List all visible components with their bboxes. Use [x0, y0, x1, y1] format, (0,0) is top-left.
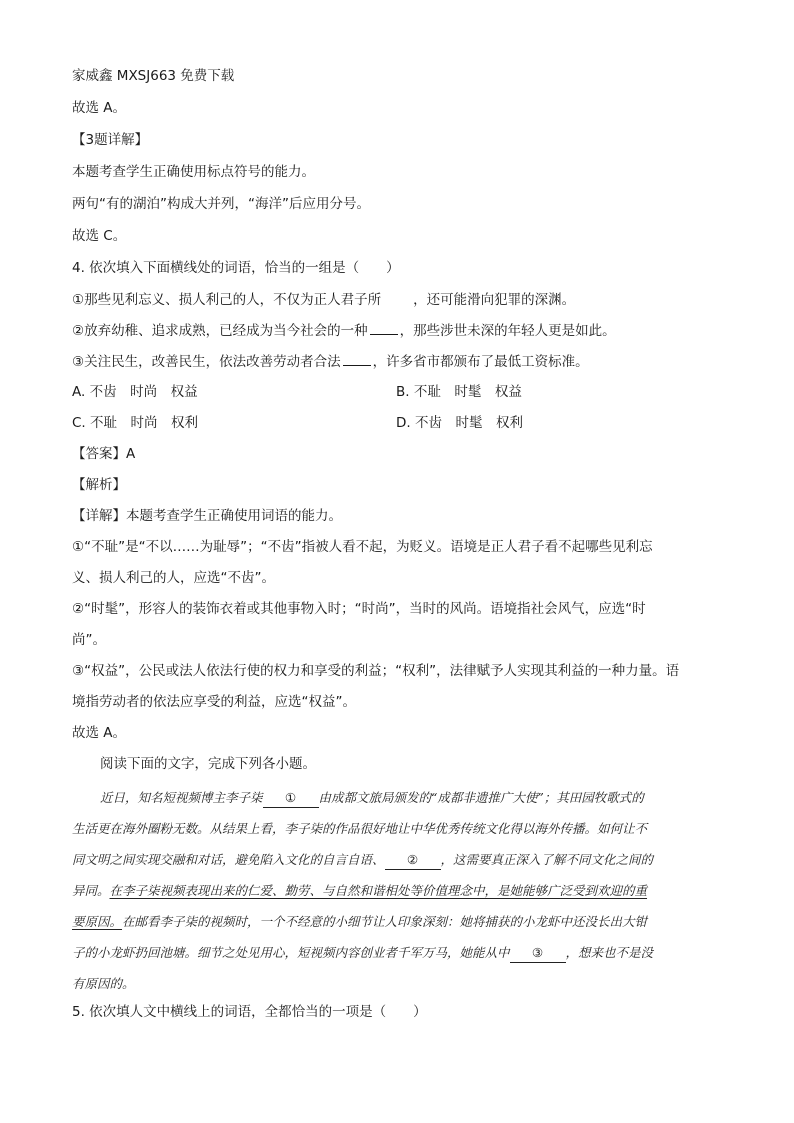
- blank-1: [383, 289, 411, 304]
- passage-blank-3: ③: [510, 944, 566, 963]
- sentence-2-b: ，那些涉世未深的年轻人更是如此。: [399, 323, 616, 339]
- explanation-1b: 义、损人利己的人，应选“不齿”。: [72, 570, 275, 586]
- explanation-2b: 尚”。: [72, 632, 106, 648]
- passage-line-1: [72, 782, 722, 813]
- answer-tag: 【答案】: [72, 446, 126, 462]
- passage-text: 近日，知名短视频博主李子柒: [100, 790, 263, 805]
- passage-blank-2: ②: [385, 851, 441, 870]
- passage-text: ，这需要真正深入了解不同文化之间的: [440, 852, 654, 867]
- passage-line-2: 生活更在海外圈粉无数。从结果上看，李子柒的作品很好地让中华优秀传统文化得以海外传播。如何让不: [72, 821, 648, 836]
- blank-2: [370, 320, 398, 335]
- explanation-2a: ②“时髦”，形容人的装饰衣着或其他事物入时；“时尚”，当时的风尚。语境指社会风气，应选“时: [72, 601, 646, 617]
- sentence-2: [72, 320, 616, 340]
- sentence-1: [72, 289, 575, 309]
- sentence-3-a: ③关注民生，改善民生，依法改善劳动者合法: [72, 354, 341, 370]
- passage-blank-1: ①: [263, 789, 319, 808]
- passage-text: ，想来也不是没: [565, 945, 654, 960]
- answer: [72, 444, 135, 464]
- passage-text: 异同。: [72, 883, 110, 898]
- question-4: 4. 依次填入下面横线处的词语，恰当的一组是（ ）: [72, 260, 400, 276]
- passage-text: 同文明之间实现交融和对话，避免陷入文化的自言自语、: [72, 852, 385, 867]
- explanation-3b: 境指劳动者的依法应享受的利益，应选“权益”。: [72, 694, 356, 710]
- passage-line-3: [72, 844, 722, 875]
- section-heading-q3: 【3题详解】: [72, 132, 149, 148]
- answer-value: A: [126, 446, 136, 462]
- underlined-sentence-part-1: 在李子柒视频表现出来的仁爱、勤劳、与自然和谐相处等价值理念中，是她能够广泛受到欢迎的重: [109, 883, 648, 898]
- option-d: D. 不齿 时髦 权利: [396, 415, 523, 431]
- analysis-tag: 【解析】: [72, 477, 126, 493]
- sentence-1-a: ①那些见利忘义、损人利己的人，不仅为正人君子所: [72, 292, 382, 308]
- conclusion-3: 故选 A。: [72, 725, 127, 741]
- passage-line-6: [72, 937, 722, 968]
- passage-line-4: [72, 875, 722, 906]
- detail-intro: 【详解】本题考查学生正确使用词语的能力。: [72, 508, 342, 524]
- q3-explanation: 本题考查学生正确使用标点符号的能力。: [72, 164, 315, 180]
- explanation-1a: ①“不耻”是“不以……为耻辱”；“不齿”指被人看不起，为贬义。语境是正人君子看不起哪些见利忘: [72, 539, 653, 555]
- reading-passage: [72, 782, 722, 999]
- reading-instruction: 阅读下面的文字，完成下列各小题。: [100, 756, 316, 772]
- explanation-3a: ③“权益”，公民或法人依法行使的权力和享受的利益；“权利”，法律赋予人实现其利益的一种力量。语: [72, 663, 680, 679]
- sentence-3-b: ，许多省市都颁布了最低工资标准。: [372, 354, 589, 370]
- passage-line-7: 有原因的。: [72, 976, 135, 991]
- blank-3: [343, 351, 371, 366]
- conclusion-1: 故选 A。: [72, 100, 127, 116]
- passage-text: 在邮看李子柒的视频时，一个不经意的小细节让人印象深刻：她将捕获的小龙虾中还没长出大钳: [122, 914, 648, 929]
- passage-text: 由成都文旅局颁发的“成都非遗推广大使”；其田园牧歌式的: [318, 790, 644, 805]
- sentence-1-b: ，还可能滑向犯罪的深渊。: [413, 292, 576, 308]
- option-b: B. 不耻 时髦 权益: [396, 384, 522, 400]
- sentence-3: [72, 351, 589, 371]
- option-c: C. 不耻 时尚 权利: [72, 415, 199, 431]
- option-a: A. 不齿 时尚 权益: [72, 384, 198, 400]
- passage-line-5: [72, 906, 722, 937]
- conclusion-2: 故选 C。: [72, 228, 127, 244]
- sentence-2-a: ②放弃幼稚、追求成熟，已经成为当今社会的一种: [72, 323, 368, 339]
- question-5: 5. 依次填人文中横线上的词语，全都恰当的一项是（ ）: [72, 1004, 427, 1020]
- q3-reason: 两句“有的湖泊”构成大并列，“海洋”后应用分号。: [72, 196, 370, 212]
- page-header: 家威鑫 MXSJ663 免费下载: [72, 68, 235, 84]
- passage-text: 子的小龙虾扔回池塘。细节之处见用心，短视频内容创业者千军万马，她能从中: [72, 945, 510, 960]
- underlined-sentence-part-2: 要原因。: [72, 914, 123, 929]
